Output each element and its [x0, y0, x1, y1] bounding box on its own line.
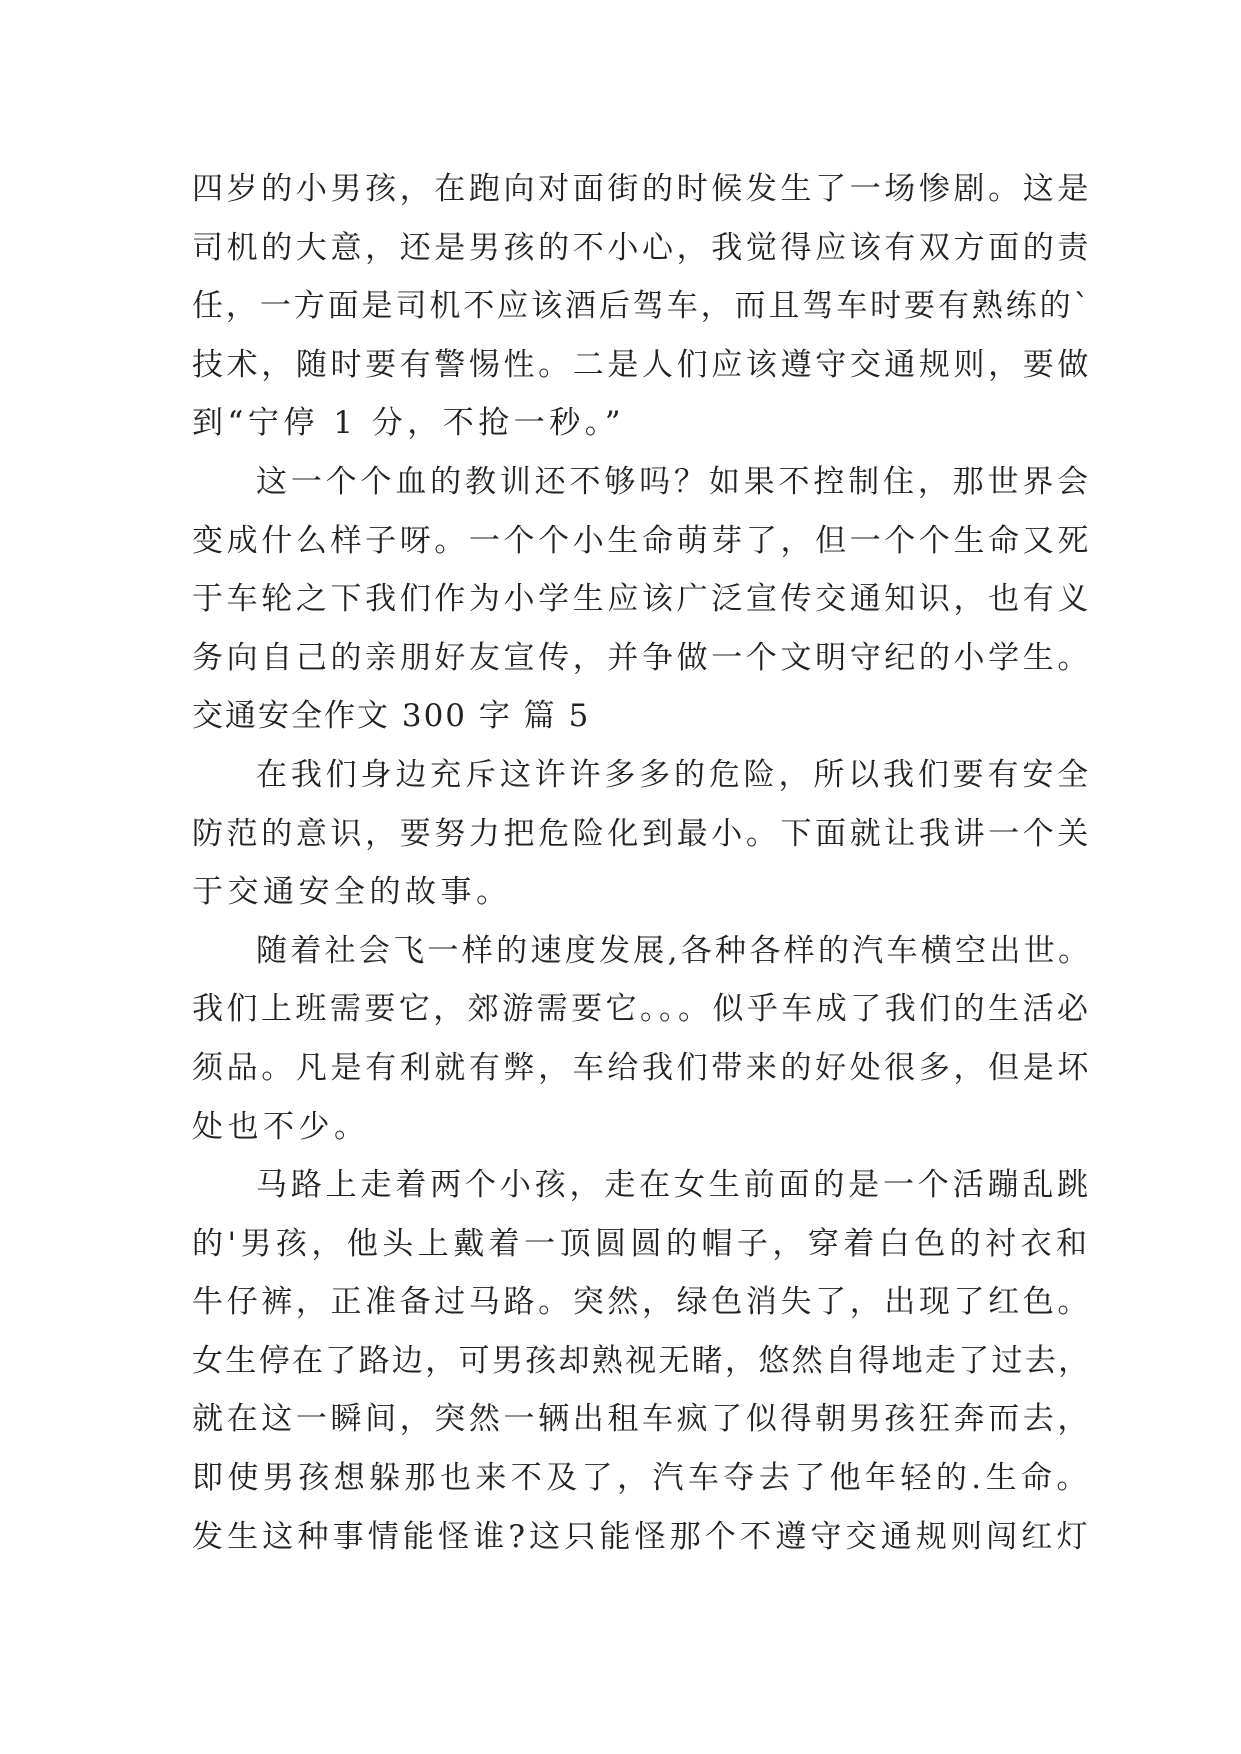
- text-line: 的'男孩，他头上戴着一顶圆圆的帽子，穿着白色的衬衣和: [192, 1225, 1092, 1262]
- section-heading: 交通安全作文 300 字 篇 5: [192, 698, 591, 735]
- text-line: 就在这一瞬间，突然一辆出租车疯了似得朝男孩狂奔而去，: [192, 1401, 1092, 1438]
- text-line: 随着社会飞一样的速度发展,各种各样的汽车横空出世。: [256, 932, 1093, 969]
- text-line: 于车轮之下我们作为小学生应该广泛宣传交通知识，也有义: [192, 581, 1092, 618]
- text-line: 到“宁停 1 分，不抢一秒。”: [192, 405, 626, 442]
- text-line: 这一个个血的教训还不够吗？如果不控制住，那世界会: [256, 463, 1092, 500]
- text-line: 四岁的小男孩，在跑向对面街的时候发生了一场惨剧。这是: [192, 171, 1092, 207]
- text-line: 技术，随时要有警惕性。二是人们应该遵守交通规则，要做: [192, 346, 1092, 383]
- article-body: [192, 160, 1093, 1566]
- text-line: 在我们身边充斥这许许多多的危险，所以我们要有安全: [256, 756, 1092, 793]
- text-line: 发生这种事情能怪谁?这只能怪那个不遵守交通规则闯红灯: [192, 1518, 1092, 1555]
- text-line: 马路上走着两个小孩，走在女生前面的是一个活蹦乱跳: [256, 1167, 1092, 1204]
- text-line: 牛仔裤，正准备过马路。突然，绿色消失了，出现了红色。: [192, 1284, 1092, 1321]
- text-line: 须品。凡是有利就有弊，车给我们带来的好处很多，但是坏: [192, 1049, 1092, 1086]
- text-line: 于交通安全的故事。: [192, 874, 512, 911]
- text-line: 变成什么样子呀。一个个小生命萌芽了，但一个个生命又死: [192, 522, 1092, 559]
- text-line: 我们上班需要它，郊游需要它。。。似乎车成了我们的生活必: [192, 991, 1092, 1028]
- text-line: 即使男孩想躲那也来不及了，汽车夺去了他年轻的.生命。: [192, 1460, 1092, 1497]
- text-line: 处也不少。: [192, 1108, 370, 1145]
- text-line: 防范的意识，要努力把危险化到最小。下面就让我讲一个关: [192, 815, 1092, 852]
- text-line: 女生停在了路边，可男孩却熟视无睹，悠然自得地走了过去，: [192, 1342, 1092, 1379]
- text-line: 司机的大意，还是男孩的不小心，我觉得应该有双方面的责: [192, 229, 1092, 266]
- text-line: 任，一方面是司机不应该酒后驾车，而且驾车时要有熟练的`: [192, 288, 1092, 325]
- text-line: 务向自己的亲朋好友宣传，并争做一个文明守纪的小学生。: [192, 639, 1092, 676]
